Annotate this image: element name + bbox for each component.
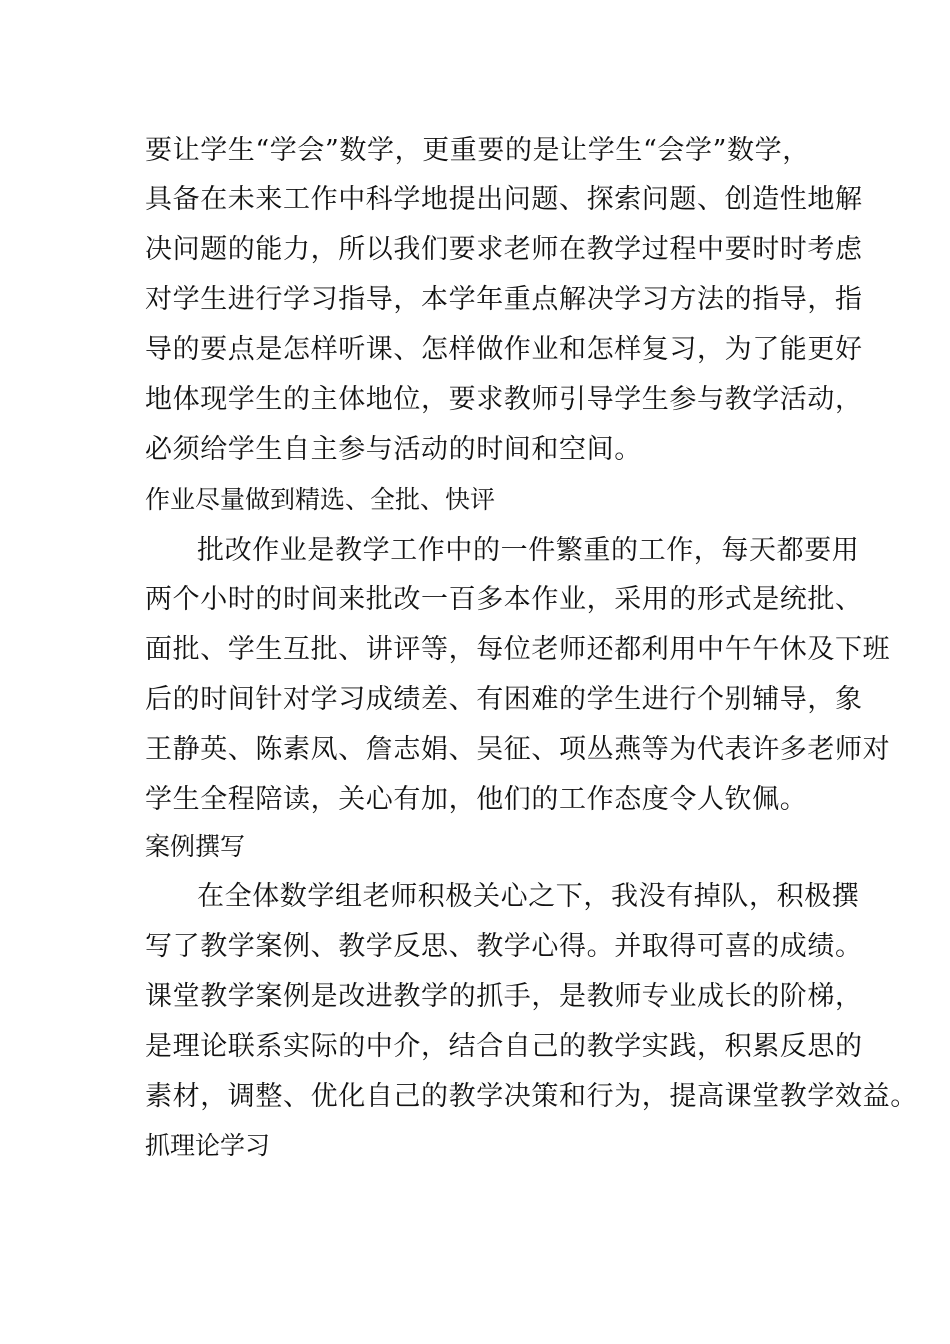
paragraph-line: 要让学生“学会”数学，更重要的是让学生“会学”数学， <box>145 135 810 166</box>
paragraph-line: 后的时间针对学习成绩差、有困难的学生进行个别辅导，象 <box>145 684 863 715</box>
paragraph-line: 对学生进行学习指导，本学年重点解决学习方法的指导，指 <box>145 284 863 315</box>
paragraph-line: 面批、学生互批、讲评等，每位老师还都利用中午午休及下班 <box>145 634 891 665</box>
paragraph-line: 决问题的能力，所以我们要求老师在教学过程中要时时考虑 <box>145 234 863 265</box>
paragraph-line: 学生全程陪读，关心有加，他们的工作态度令人钦佩。 <box>145 784 808 815</box>
paragraph-line: 写了教学案例、教学反思、教学心得。并取得可喜的成绩。 <box>145 931 863 962</box>
paragraph-line: 在全体数学组老师积极关心之下，我没有掉队，积极撰 <box>197 881 860 912</box>
paragraph-line: 是理论联系实际的中介，结合自己的教学实践，积累反思的 <box>145 1031 863 1062</box>
section-heading: 案例撰写 <box>145 832 246 861</box>
paragraph-line: 批改作业是教学工作中的一件繁重的工作，每天都要用 <box>197 535 860 566</box>
paragraph-line: 导的要点是怎样听课、怎样做作业和怎样复习，为了能更好 <box>145 334 863 365</box>
paragraph-line: 地体现学生的主体地位，要求教师引导学生参与教学活动， <box>145 384 863 415</box>
paragraph-line: 具备在未来工作中科学地提出问题、探索问题、创造性地解 <box>145 184 863 215</box>
paragraph-line: 两个小时的时间来批改一百多本作业，采用的形式是统批、 <box>145 584 863 615</box>
paragraph-line: 素材，调整、优化自己的教学决策和行为，提高课堂教学效益。 <box>145 1081 918 1112</box>
paragraph-line: 王静英、陈素凤、詹志娟、吴征、项丛燕等为代表许多老师对 <box>145 734 891 765</box>
section-heading: 作业尽量做到精选、全批、快评 <box>145 485 496 514</box>
section-heading: 抓理论学习 <box>145 1131 271 1160</box>
paragraph-line: 课堂教学案例是改进教学的抓手，是教师专业成长的阶梯， <box>145 981 863 1012</box>
paragraph-line: 必须给学生自主参与活动的时间和空间。 <box>145 434 642 465</box>
